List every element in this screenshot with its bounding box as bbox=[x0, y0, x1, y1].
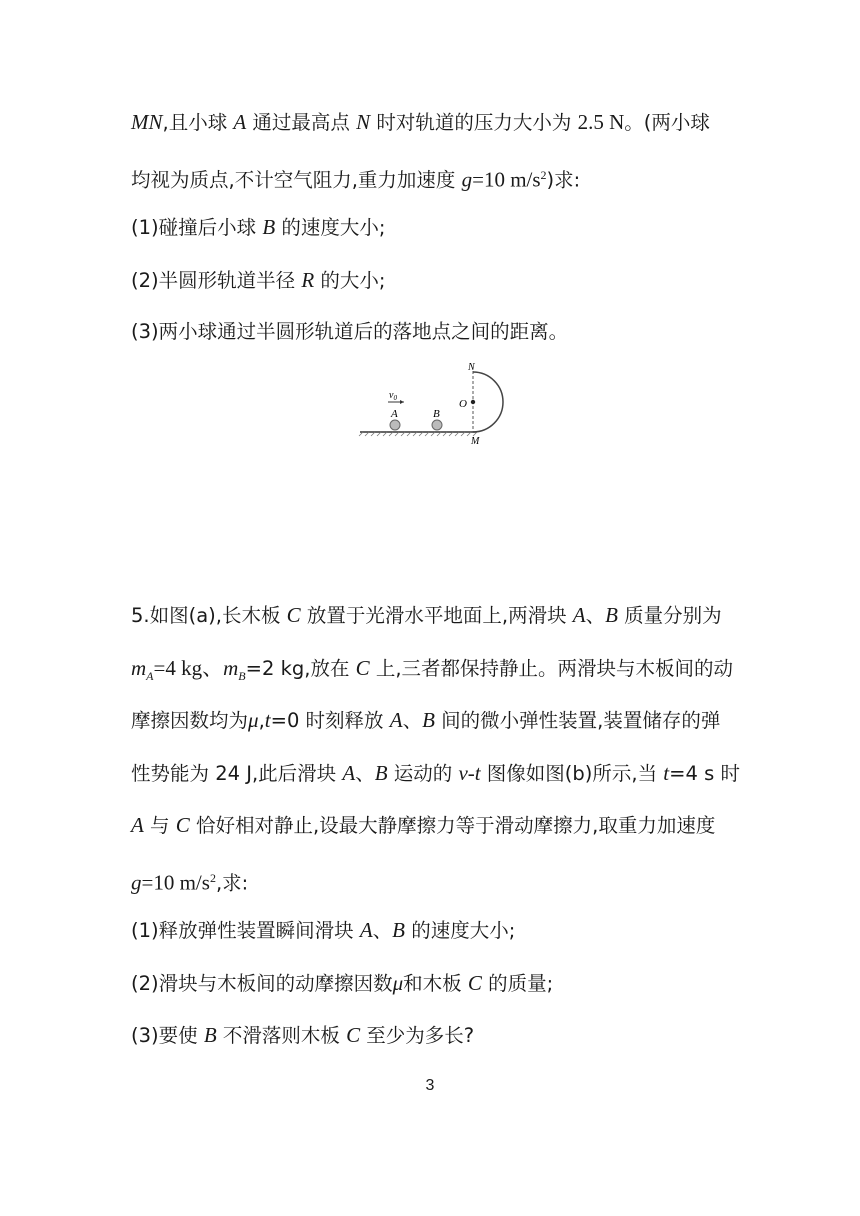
text: 恰好相对静止,设最大静摩擦力等于滑动摩擦力,取重力加速度 bbox=[189, 814, 716, 837]
text: 运动的 bbox=[387, 762, 459, 785]
text: 摩擦因数均为 bbox=[131, 709, 249, 732]
text: =0 时刻释放 bbox=[270, 709, 390, 732]
text: (1)释放弹性装置瞬间滑块 bbox=[131, 919, 360, 942]
p4-line2 bbox=[131, 162, 580, 194]
p5-question-2 bbox=[131, 970, 553, 997]
text: 图像如图(b)所示,当 bbox=[480, 762, 664, 785]
var-mn: MN bbox=[131, 110, 163, 134]
var-mu: μ bbox=[392, 971, 404, 995]
p4-question-3 bbox=[131, 319, 568, 345]
text: 与 bbox=[143, 814, 176, 837]
label-m: M bbox=[471, 436, 480, 447]
text: ,且小球 bbox=[162, 111, 234, 134]
var-n: N bbox=[356, 110, 371, 134]
text: (3)要使 bbox=[131, 1024, 204, 1047]
ball-b bbox=[432, 420, 442, 430]
text: 至少为多长? bbox=[360, 1024, 475, 1047]
text: 性势能为 24 J,此后滑块 bbox=[131, 762, 343, 785]
var-c: C bbox=[467, 971, 482, 995]
var-a: A bbox=[572, 603, 586, 627]
var-a: A bbox=[359, 918, 373, 942]
ball-a bbox=[390, 420, 400, 430]
label-o: O bbox=[459, 398, 467, 410]
subscript: A bbox=[146, 668, 154, 683]
text: 。(两小球 bbox=[624, 111, 710, 134]
var-g: g bbox=[131, 870, 142, 895]
label-a: A bbox=[391, 408, 398, 420]
var-m: m bbox=[131, 656, 147, 680]
text: =4 s 时 bbox=[669, 762, 740, 785]
text: 、 bbox=[402, 709, 423, 732]
text: 、 bbox=[355, 762, 375, 785]
var-c: C bbox=[286, 603, 301, 627]
text: ,求: bbox=[215, 871, 249, 895]
var-b: B bbox=[605, 603, 618, 627]
text: 的大小; bbox=[314, 269, 386, 292]
var-b: B bbox=[262, 215, 276, 239]
p5-line1 bbox=[131, 602, 722, 629]
var-g: g bbox=[461, 167, 473, 192]
text: (3)两小球通过半圆形轨道后的落地点之间的距离。 bbox=[131, 320, 569, 343]
text: (2)半圆形轨道半径 bbox=[131, 269, 302, 292]
var-a: A bbox=[389, 708, 403, 732]
text: 质量分别为 bbox=[617, 604, 722, 627]
text: 5.如图(a),长木板 bbox=[131, 604, 287, 627]
p5-line2 bbox=[131, 655, 733, 689]
force-value: 2.5 N bbox=[577, 110, 625, 134]
text: 时对轨道的压力大小为 bbox=[370, 111, 578, 134]
text: =2 kg,放在 bbox=[245, 657, 356, 680]
arrow-head bbox=[400, 400, 404, 404]
var-c: C bbox=[346, 1023, 361, 1047]
p5-line6 bbox=[131, 865, 248, 897]
text: , bbox=[258, 709, 265, 732]
var-m: m bbox=[223, 656, 239, 680]
text: )求: bbox=[546, 168, 581, 192]
label-n: N bbox=[468, 362, 475, 373]
var-b: B bbox=[203, 1023, 217, 1047]
p5-line4 bbox=[131, 760, 740, 787]
var-b: B bbox=[422, 708, 435, 732]
var-t: t bbox=[264, 708, 271, 732]
text: 上,三者都保持静止。两滑块与木板间的动 bbox=[369, 657, 734, 680]
text: 均视为质点,不计空气阻力,重力加速度 bbox=[131, 168, 462, 192]
text: 和木板 bbox=[403, 972, 468, 995]
p4-question-1 bbox=[131, 214, 385, 241]
p5-question-3 bbox=[131, 1022, 474, 1049]
var-b: B bbox=[374, 761, 388, 785]
p4-question-2 bbox=[131, 267, 385, 294]
center-point bbox=[471, 400, 475, 404]
var-a: A bbox=[131, 813, 144, 837]
superscript: 2 bbox=[209, 871, 216, 885]
text: 的速度大小; bbox=[405, 919, 516, 942]
text: 不滑落则木板 bbox=[216, 1024, 347, 1047]
text: (2)滑块与木板间的动摩擦因数 bbox=[131, 972, 393, 995]
text: =4 kg、 bbox=[153, 656, 224, 680]
text: 放置于光滑水平地面上,两滑块 bbox=[300, 604, 573, 627]
text: =10 m/s bbox=[472, 167, 541, 192]
semicircle-track bbox=[473, 372, 503, 432]
text: 的质量; bbox=[481, 972, 554, 995]
track-figure bbox=[355, 358, 515, 448]
var-vt: v-t bbox=[458, 761, 481, 785]
superscript: 2 bbox=[540, 168, 547, 182]
text: 、 bbox=[372, 919, 393, 942]
text: 、 bbox=[585, 604, 606, 627]
var-t: t bbox=[663, 761, 670, 785]
label-v0: $v_0$ bbox=[389, 390, 397, 402]
var-a: A bbox=[233, 110, 247, 134]
var-a: A bbox=[342, 761, 356, 785]
p5-line3 bbox=[131, 707, 720, 734]
text: 间的微小弹性装置,装置储存的弹 bbox=[434, 709, 721, 732]
var-c: C bbox=[355, 656, 370, 680]
var-c: C bbox=[175, 813, 190, 837]
p4-line1 bbox=[131, 109, 710, 136]
subscript: B bbox=[238, 668, 246, 683]
var-mu: μ bbox=[248, 708, 259, 732]
text: 通过最高点 bbox=[246, 111, 357, 134]
label-b: B bbox=[433, 408, 440, 420]
text: =10 m/s bbox=[141, 870, 210, 895]
var-b: B bbox=[392, 918, 405, 942]
p5-line5 bbox=[131, 812, 715, 839]
page-number: 3 bbox=[425, 1077, 435, 1094]
p5-question-1 bbox=[131, 917, 515, 944]
text: (1)碰撞后小球 bbox=[131, 216, 263, 239]
var-r: R bbox=[301, 268, 315, 292]
text: 的速度大小; bbox=[275, 216, 386, 239]
